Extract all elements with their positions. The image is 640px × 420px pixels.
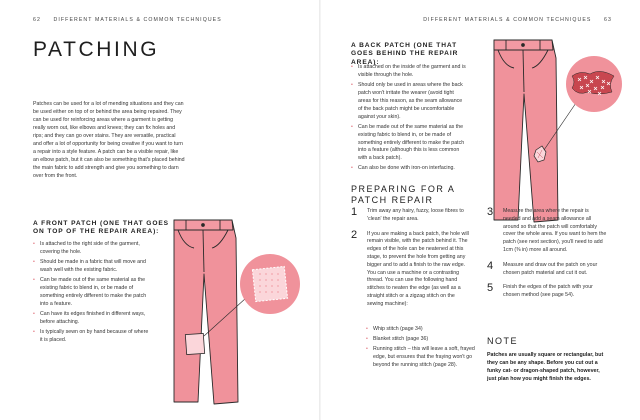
prep-steps-col2 (487, 208, 607, 307)
zoom-circle (566, 56, 622, 112)
prep-heading: PREPARING FOR A PATCH REPAIR (351, 184, 455, 205)
step-number: 2 (351, 228, 358, 241)
list-item: • Can also be done with iron-on interfacing. (351, 165, 466, 173)
list-item: • Blanket stitch (page 36) (366, 336, 476, 344)
step-item (351, 228, 471, 309)
list-item: • Should be made in a fabric that will move and wash well with the existing fabric. (33, 259, 151, 275)
step-number: 1 (351, 206, 358, 218)
step-item (487, 259, 607, 278)
intro-paragraph: Patches can be used for a lot of mending situations and they can be used either on top of or behind the area being repaired. They can be used for reinforcing areas where a garment is getting really worn out, like elbows and knees; they can fix holes and rips; and they can go over stains. They are versatile, practical and offer a lot of opportunity for being creative if you want to turn a repair into a style feature. A patch can be a visible repair, like an elbow patch, but it can also be something that's placed behind the main fabric to add strength and give you something to darn over from the front. (33, 101, 185, 180)
step-number: 4 (487, 259, 494, 272)
list-item: • Running stitch – this will leave a soft, frayed edge, but ensures that the fraying won't go beyond the running stitch (page 28). (366, 346, 476, 370)
list-item: • Is attached to the right side of the garment, covering the hole. (33, 241, 151, 257)
step-item (487, 284, 607, 300)
step-number: 5 (487, 282, 494, 295)
prep-steps-col1 (351, 208, 471, 316)
step-item (487, 208, 607, 255)
running-head-right (423, 17, 612, 23)
step-text: Trim away any hairy, fuzzy, loose fibres to 'clean' the repair area. (367, 208, 464, 222)
step-text: If you are making a back patch, the hole will remain visible, with the patch behind it. The edges of the hole can be neatened at this stage, to prevent the hole from getting any bigger and to add a finish to the raw edge. You can use a machine or a contrasting thread. You can use the following hand stitches to neaten the edge (as well as a straight stitch or a zigzag stitch on the sewing machine): (367, 230, 469, 307)
front-patch-square (185, 333, 204, 354)
list-item: • Can have its edges finished in different ways, before attaching. (33, 311, 151, 327)
note-heading: NOTE (487, 336, 519, 346)
jeans-drawing (174, 220, 238, 404)
list-item: • Can be made out of the same material as the existing fabric to blend in, or be made of something entirely different to make the patch into a feature (although this is less common with a back patch). (351, 124, 466, 164)
jeans-drawing (494, 40, 558, 222)
running-head-left (33, 17, 222, 23)
front-patch-heading: A FRONT PATCH (ONE THAT GOES ON TOP OF THE REPAIR AREA): (33, 220, 169, 236)
list-item: • Should only be used in areas where the back patch won't irritate the wearer (avoid tight areas for this reason, as the seam allowance of the back patch might be uncomfortable against your skin). (351, 82, 466, 122)
page-number-left: 62 (33, 17, 41, 23)
step-item (351, 208, 471, 224)
step-text: Measure the area where the repair is needed and add a seam allowance all around so that the patch will comfortably cover the whole area. If you want to hem the patch (see next section), you'll need to add 1cm (⅜ in) more all around. (503, 208, 607, 253)
back-patch-heading: A BACK PATCH (ONE THAT GOES BEHIND THE REPAIR AREA): (351, 42, 459, 66)
note-text: Patches are usually square or rectangular, but they can be any shape. Before you cut out a funky cat- or dragon-shaped patch, however, just plan how you might finish the edges. (487, 352, 604, 382)
list-item: • Is attached on the inside of the garment and is visible through the hole. (351, 64, 466, 80)
step-number: 3 (487, 206, 494, 218)
stitch-list (366, 326, 476, 372)
zoom-circle (240, 254, 300, 314)
back-patch-illustration (480, 32, 640, 232)
step-text: Finish the edges of the patch with your chosen method (see page 54). (503, 284, 593, 299)
running-title-left: DIFFERENT MATERIALS & COMMON TECHNIQUES (53, 17, 222, 23)
list-item: • Is typically sewn on by hand because of where it is placed. (33, 329, 151, 345)
page-number-right: 63 (604, 17, 612, 23)
list-item: • Whip stitch (page 34) (366, 326, 476, 334)
running-title-right: DIFFERENT MATERIALS & COMMON TECHNIQUES (423, 17, 592, 23)
front-patch-list (33, 241, 151, 347)
back-patch-list (351, 64, 466, 176)
list-item: • Can be made out of the same material as the existing fabric to blend in, or be made of something entirely different to make the patch into a feature. (33, 277, 151, 309)
front-patch-illustration (154, 212, 324, 412)
page-title: PATCHING (33, 38, 160, 61)
step-text: Measure and draw out the patch on your chosen patch material and cut it out. (503, 261, 598, 276)
